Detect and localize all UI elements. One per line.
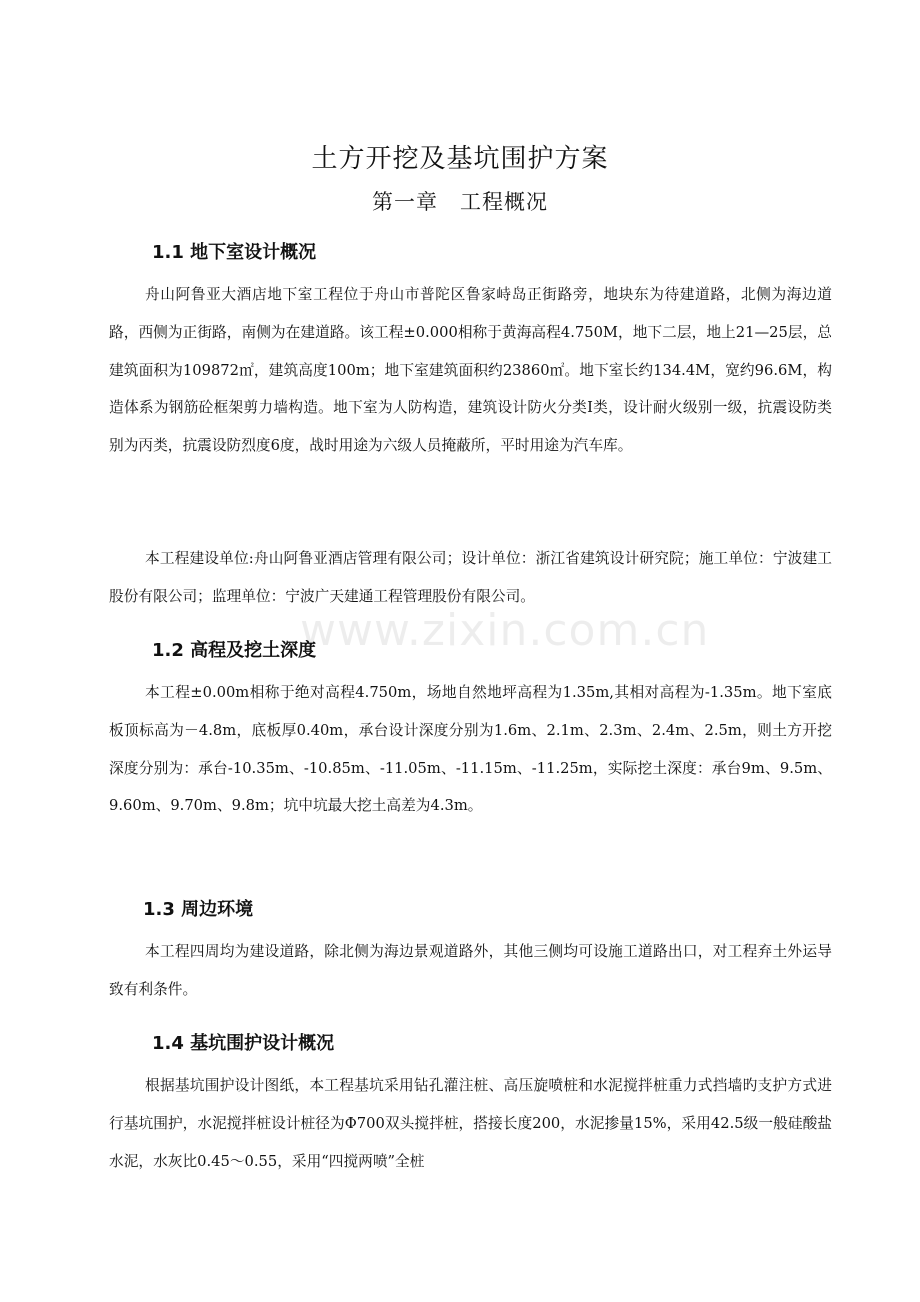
section-heading-1-2: 1.2 高程及挖土深度: [152, 640, 317, 661]
document-title: 土方开挖及基坑围护方案: [311, 144, 609, 174]
section-heading-1-1: 1.1 地下室设计概况: [152, 242, 317, 263]
section-heading-1-4: 1.4 基坑围护设计概况: [152, 1033, 335, 1054]
paragraph-project-units: 本工程建设单位:舟山阿鲁亚酒店管理有限公司；设计单位：浙江省建筑设计研究院；施工单位：宁波建工股份有限公司；监理单位：宁波广天建通工程管理股份有限公司。: [109, 550, 832, 605]
paragraph-retaining-design: 根据基坑围护设计图纸，本工程基坑采用钻孔灌注桩、高压旋喷桩和水泥搅拌桩重力式挡墙旳支护方式进行基坑围护，水泥搅拌桩设计桩径为Φ700双头搅拌桩，搭接长度200，水泥掺量15%，采用42.5级一般硅酸盐水泥，水灰比0.45～0.55，采用“四搅两喷”全桩: [109, 1077, 832, 1170]
watermark: www.zixin.com.cn: [300, 605, 710, 656]
paragraph-basement-overview: 舟山阿鲁亚大酒店地下室工程位于舟山市普陀区鲁家峙岛正街路旁，地块东为待建道路，北侧为海边道路，西侧为正街路，南侧为在建道路。该工程±0.000相称于黄海高程4.750M，地下二层，地上21—25层，总建筑面积为109872㎡，建筑高度100m；地下室建筑面积约23860㎡。地下室长约134.4M，宽约96.6M，构造体系为钢筋砼框架剪力墙构造。地下室为人防构造，建筑设计防火分类Ⅰ类，设计耐火级别一级，抗震设防类别为丙类，抗震设防烈度6度，战时用途为六级人员掩蔽所，平时用途为汽车库。: [109, 286, 832, 455]
chapter-heading: 第一章 工程概况: [372, 190, 548, 214]
paragraph-surroundings: 本工程四周均为建设道路，除北侧为海边景观道路外，其他三侧均可设施工道路出口，对工程弃土外运导致有利条件。: [109, 943, 832, 998]
paragraph-elevation-depth: 本工程±0.00m相称于绝对高程4.750m，场地自然地坪高程为1.35m,其相对高程为-1.35m。地下室底板顶标高为－4.8m，底板厚0.40m，承台设计深度分别为1.6m、2.1m、2.3m、2.4m、2.5m，则土方开挖深度分别为：承台-10.35m、-10.85m、-11.05m、-11.15m、-11.25m，实际挖土深度：承台9m、9.5m、9.60m、9.70m、9.8m；坑中坑最大挖土高差为4.3m。: [109, 684, 832, 815]
section-heading-1-3: 1.3 周边环境: [143, 899, 254, 920]
